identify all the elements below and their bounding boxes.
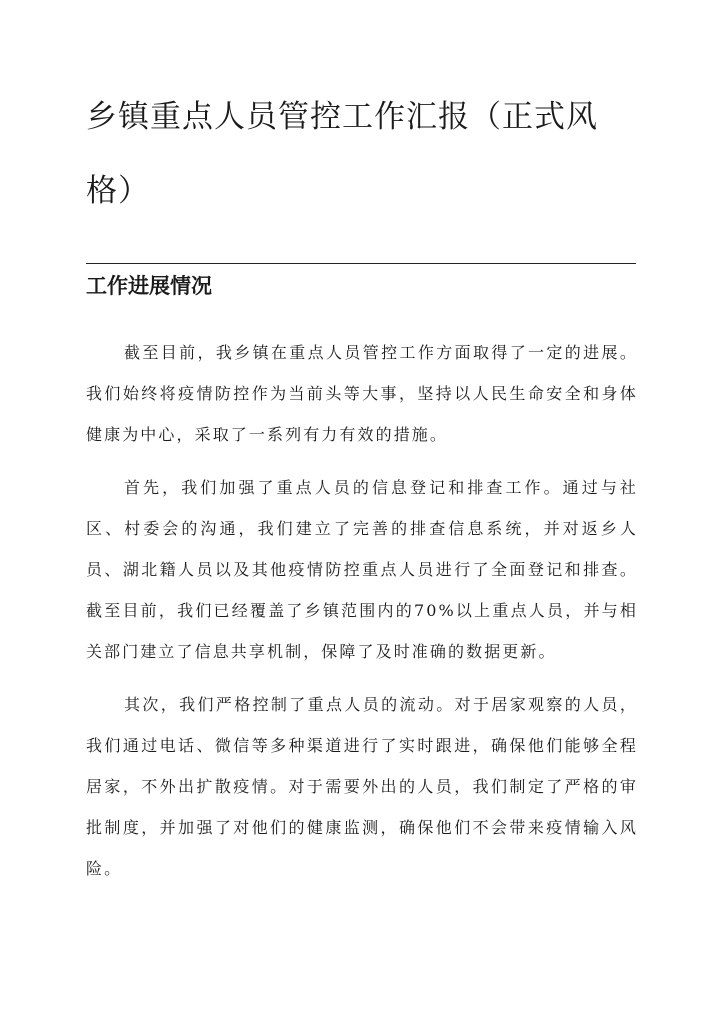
section-heading: 工作进展情况: [86, 273, 212, 298]
paragraph-2: 首先，我们加强了重点人员的信息登记和排查工作。通过与社区、村委会的沟通，我们建立了完善的排查信息系统，并对返乡人员、湖北籍人员以及其他疫情防控重点人员进行了全面登记和排查。截至目前，我们已经覆盖了乡镇范围内的70%以上重点人员，并与相关部门建立了信息共享机制，保障了及时准确的数据更新。: [86, 478, 638, 661]
paragraph-1: 截至目前，我乡镇在重点人员管控工作方面取得了一定的进展。我们始终将疫情防控作为当前头等大事，坚持以人民生命安全和身体健康为中心，采取了一系列有力有效的措施。: [86, 343, 638, 444]
title-divider: [86, 263, 636, 264]
document-title: 乡镇重点人员管控工作汇报（正式风格）: [86, 99, 598, 209]
document-body: [86, 332, 638, 901]
paragraph-3: 其次，我们严格控制了重点人员的流动。对于居家观察的人员，我们通过电话、微信等多种渠道进行了实时跟进，确保他们能够全程居家，不外出扩散疫情。对于需要外出的人员，我们制定了严格的审批制度，并加强了对他们的健康监测，确保他们不会带来疫情输入风险。: [86, 695, 638, 878]
